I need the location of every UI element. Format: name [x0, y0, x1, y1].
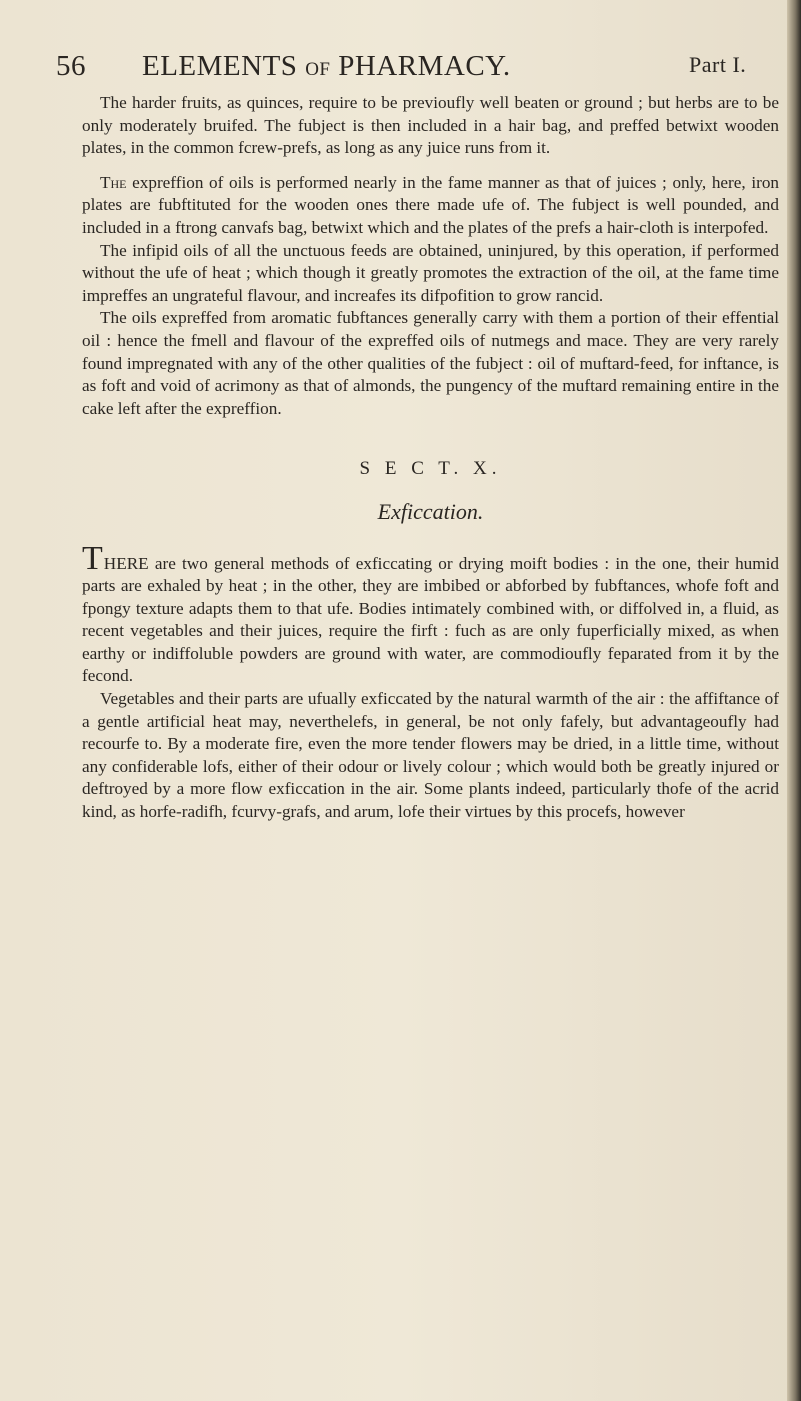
paragraph-expression: The expreffion of oils is performed nearly in the fame manner as that of juices ; only, here, iron plates are fubftituted for the wooden ones there made ufe of. The fubject is well pounded, and included in a ftrong canvafs bag, betwixt which and the plates of the prefs a hair-cloth is interpofed. [82, 172, 780, 237]
section-subtitle: Exficcation. [377, 498, 484, 524]
book-spine-edge [787, 0, 801, 1401]
paragraph-aromatic-oils: The oils expreffed from aromatic fubftances generally carry with them a portion of their effential oil : hence the fmell and flavour of the expreffed oils of nutmegs and mace. They are very rarely found impregnated with any of the other qualities of the fubject : oil of muftard-feed, for inftance, is as foft and void of acrimony as that of almonds, the pungency of the muftard remaining entire in the cake left after the expreffion. [82, 308, 779, 418]
section-heading: S E C T. X. [359, 458, 502, 480]
paragraph-insipid-oils: The infipid oils of all the unctuous feeds are obtained, uninjured, by this operation, if performed without the ufe of heat ; which though it greatly promotes the extraction of the oil, at the fame time impreffes an ungrateful flavour, and increafes its difpofition to grow rancid. [82, 240, 779, 305]
text-body [82, 92, 779, 824]
running-header [56, 50, 790, 90]
running-title: ELEMENTS OF PHARMACY. [142, 50, 511, 82]
paragraph-vegetables: Vegetables and their parts are ufually exficcated by the natural warmth of the air : the affiftance of a gentle artificial heat may, neverthelefs, in general, be not only fafely, but advantageoufly had recourfe to. By a moderate fire, even the more tender flowers may be dried, in a little time, without any confiderable lofs, either of their odour or lively colour ; which would both be greatly injured or deftroyed by a more flow exficcation in the air. Some plants indeed, particularly thofe of the acrid kind, as horfe-radifh, fcurvy-grafs, and arum, lofe their virtues by this procefs, however [82, 689, 779, 822]
page-number: 56 [56, 50, 86, 82]
paragraph-fruits: The harder fruits, as quinces, require to be previoufly well beaten or ground ; but herbs are to be only moderately bruifed. The fubject is then included in a hair bag, and preffed betwixt wooden plates, in the common fcrew-prefs, as long as any juice runs from it. [82, 93, 779, 158]
drop-cap: T [82, 539, 103, 577]
part-label: Part I. [689, 52, 747, 77]
paragraph-methods: THERE are two general methods of exficcating or drying moift bodies : in the one, their humid parts are exhaled by heat ; in the other, they are imbibed or abforbed by fubftances, whofe foft and fpongy texture adapts them to that ufe. Bodies intimately combined with, or diffolved in, a fluid, as recent vegetables and their juices, require the firft : fuch as are only fuperficially mixed, as when earthy or indiffoluble powders are ground with water, are commodioufly feparated from it by the fecond. [82, 539, 779, 686]
